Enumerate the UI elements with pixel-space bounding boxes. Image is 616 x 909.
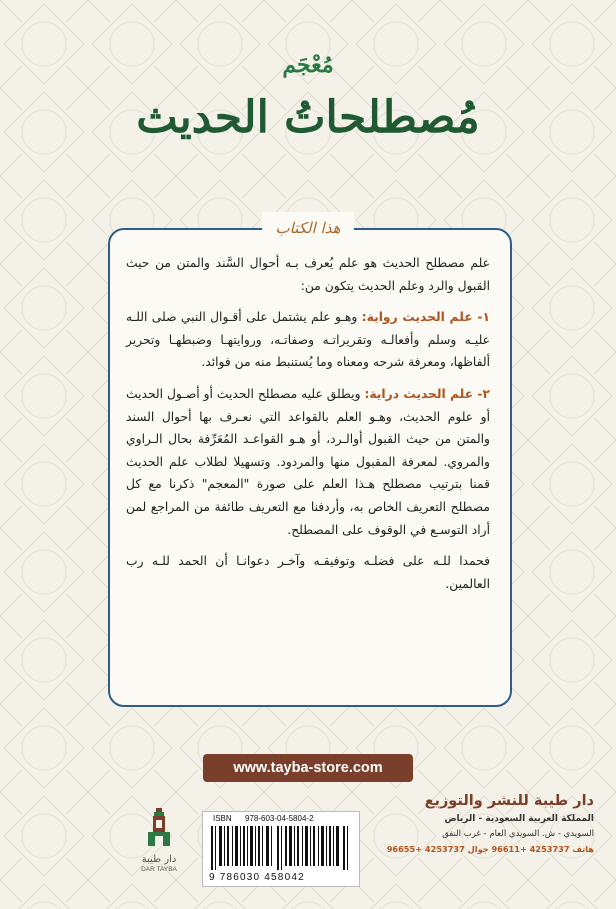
- barcode-icon: [211, 826, 351, 870]
- item-2: [126, 383, 490, 541]
- item-1-body: وهـو علم يشتمل على أقـوال النبي صلى اللـه عليـه وسلم وأفعالـه وتقريراتـه وصفاتـه، وروايتهـا وضبطهـا وتحرير ألفاظها، ومعرفة شرحه ومعناه وما يُستنبط منه من فوائد.: [126, 310, 490, 370]
- publisher-name: دار طيبة للنشر والتوزيع: [424, 793, 594, 809]
- logo-arabic-text: دار طيبة: [141, 854, 177, 865]
- logo-english-text: DAR TAYBA: [141, 866, 177, 873]
- item-1: [126, 306, 490, 374]
- barcode-number: 9 786030 458042: [209, 872, 305, 883]
- intro-paragraph: علم مصطلح الحديث هو علم يُعرف بـه أحوال السَّند والمتن من حيث القبول والرد وعلم الحديث يتكون من:: [126, 256, 490, 293]
- item-2-body: ويطلق عليه مصطلح الحديث أو أصـول الحديث أو علوم الحديث، وهـو العلم بالقواعد التي نعـرف بها أحوال السند والمتن من حيث القبول أوالـرد، أو هـو القواعـد المُعَرِّفة بحال الـراوي والمروي. لمعرفة المقبول منها والمردود. وتسهيلا لطلاب علم الحديث قمنا بترتيب مصطلح هـذا العلم على صورة "المعجم" ذكرنا مع كل مصطلح التعريف الخاص به، وأردفنا مع التعريف طائفة من المراجع لمن أراد التوسـع في الوقوف على المصطلح.: [126, 386, 490, 537]
- closing-paragraph: فحمدا للـه على فضلـه وتوفيقـه وآخـر دعوانـا أن الحمد للـه رب العالمين.: [126, 554, 490, 591]
- item-2-heading: ٢- علم الحديث دراية:: [364, 386, 490, 401]
- isbn-line: [213, 814, 314, 823]
- isbn-label: ISBN: [213, 814, 232, 823]
- publisher-country: المملكة العربية السعودية - الرياض: [444, 814, 594, 824]
- mosque-logo-icon: [144, 806, 174, 848]
- book-title-prefix: مُعْجَم: [282, 52, 334, 78]
- description-text: [126, 252, 490, 604]
- publisher-phone: هاتف 4253737 +96611 جوال 4253737 +96655: [386, 844, 594, 854]
- item-1-heading: ١- علم الحديث رواية:: [361, 310, 490, 325]
- book-title: مُصطلحاتُ الحديث: [136, 92, 480, 143]
- isbn-number: 978-603-04-5804-2: [245, 814, 314, 823]
- store-url[interactable]: www.tayba-store.com: [203, 754, 413, 782]
- publisher-logo: [134, 806, 184, 886]
- publisher-info: [374, 793, 594, 854]
- isbn-barcode: [202, 811, 360, 887]
- publisher-address: السويدي - ش. السويدي العام - غرب النفق: [442, 829, 594, 839]
- panel-tag: هذا الكتاب: [262, 212, 354, 244]
